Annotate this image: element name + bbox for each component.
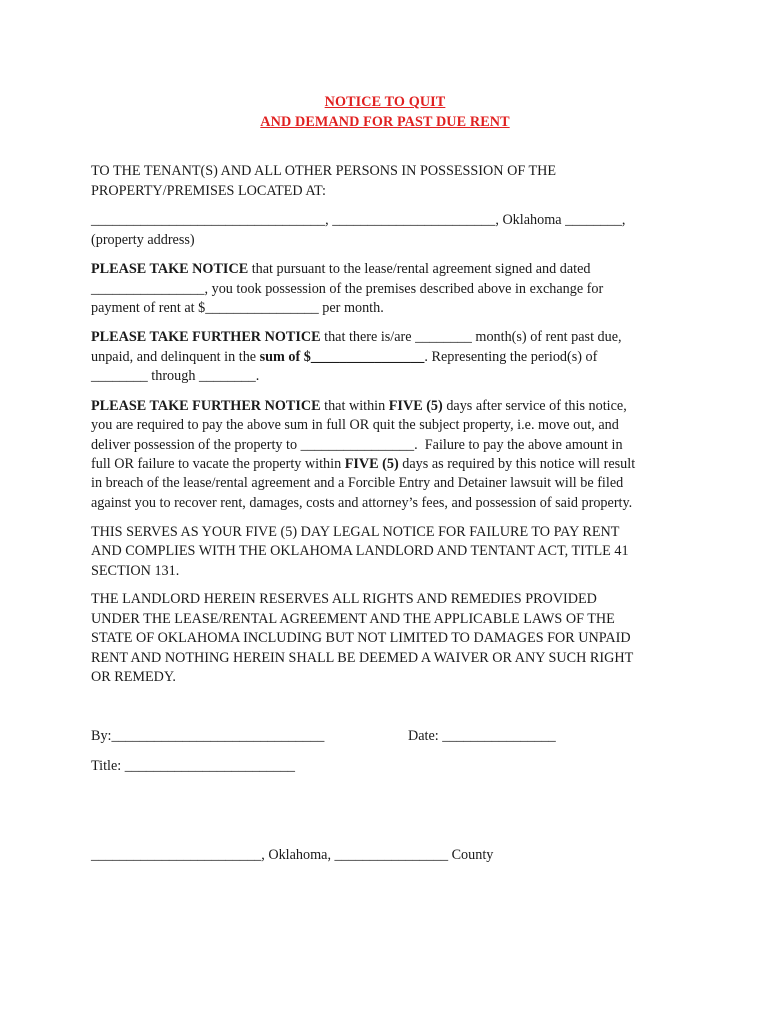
- notice-text: . Representing the period(s) of: [424, 349, 598, 365]
- address-intro-line2: PROPERTY/PREMISES LOCATED AT:: [91, 183, 326, 199]
- notice-text: unpaid, and delinquent in the: [91, 349, 260, 365]
- document-title-line1: NOTICE TO QUIT: [324, 94, 446, 110]
- notice-text: days as required by this notice will result: [398, 456, 636, 472]
- legal-notice-line3: SECTION 131.: [91, 563, 180, 579]
- five-days-bold: FIVE (5): [344, 456, 399, 472]
- five-days-bold: FIVE (5): [388, 398, 443, 414]
- document-title-line2: AND DEMAND FOR PAST DUE RENT: [260, 114, 510, 130]
- reservation-line4: RENT AND NOTHING HEREIN SHALL BE DEEMED A WAIVER OR ANY SUCH RIGHT: [91, 650, 634, 666]
- signature-by-line: By:______________________________: [91, 728, 325, 744]
- notice-paragraph-1-line1: [91, 260, 591, 278]
- reservation-line2: UNDER THE LEASE/RENTAL AGREEMENT AND THE APPLICABLE LAWS OF THE: [91, 611, 615, 627]
- notice-text: full OR failure to vacate the property within: [91, 456, 345, 472]
- reservation-line5: OR REMEDY.: [91, 669, 176, 685]
- sum-label: sum of $: [259, 349, 311, 365]
- legal-notice-line1: THIS SERVES AS YOUR FIVE (5) DAY LEGAL NOTICE FOR FAILURE TO PAY RENT: [91, 524, 620, 540]
- reservation-line1: THE LANDLORD HEREIN RESERVES ALL RIGHTS AND REMEDIES PROVIDED: [91, 591, 597, 607]
- notice-paragraph-2-line1: [91, 328, 622, 346]
- legal-notice-line2: AND COMPLIES WITH THE OKLAHOMA LANDLORD AND TENTANT ACT, TITLE 41: [91, 543, 629, 559]
- notice-text: that there is/are ________ month(s) of rent past due,: [320, 329, 622, 345]
- signature-date-line: Date: ________________: [408, 728, 556, 744]
- further-notice-heading: PLEASE TAKE FURTHER NOTICE: [91, 329, 321, 345]
- notice-text: that pursuant to the lease/rental agreement signed and dated: [248, 261, 591, 277]
- notice-paragraph-2-line3: ________ through ________.: [91, 368, 260, 384]
- notice-paragraph-3-line4: [91, 455, 635, 473]
- address-intro-line1: TO THE TENANT(S) AND ALL OTHER PERSONS IN POSSESSION OF THE: [91, 163, 557, 179]
- notice-paragraph-3-line6: against you to recover rent, damages, costs and attorney’s fees, and possession of said property.: [91, 495, 633, 511]
- notice-text: days after service of this notice,: [442, 398, 627, 414]
- notice-paragraph-2-line2: [91, 348, 597, 366]
- further-notice-heading: PLEASE TAKE FURTHER NOTICE: [91, 398, 321, 414]
- notice-paragraph-3-line5: in breach of the lease/rental agreement and a Forcible Entry and Detainer lawsuit will be filed: [91, 475, 624, 491]
- property-address-blanks: _________________________________, _______________________, Oklahoma ________,: [91, 212, 626, 228]
- notice-paragraph-3-line1: [91, 397, 627, 415]
- notice-paragraph-1-line3: payment of rent at $________________ per month.: [91, 300, 384, 316]
- notice-paragraph-3-line3: deliver possession of the property to ________________. Failure to pay the above amount in: [91, 437, 623, 453]
- sum-blank: ________________: [310, 349, 425, 365]
- reservation-line3: STATE OF OKLAHOMA INCLUDING BUT NOT LIMITED TO DAMAGES FOR UNPAID: [91, 630, 631, 646]
- property-address-caption: (property address): [91, 232, 195, 248]
- notice-heading: PLEASE TAKE NOTICE: [91, 261, 249, 277]
- notice-text: that within: [320, 398, 389, 414]
- county-line: ________________________, Oklahoma, ________________ County: [91, 847, 494, 863]
- notice-paragraph-1-line2: ________________, you took possession of the premises described above in exchange for: [91, 281, 604, 297]
- notice-paragraph-3-line2: you are required to pay the above sum in full OR quit the subject property, i.e. move out, and: [91, 417, 619, 433]
- signature-title-line: Title: ________________________: [91, 758, 296, 774]
